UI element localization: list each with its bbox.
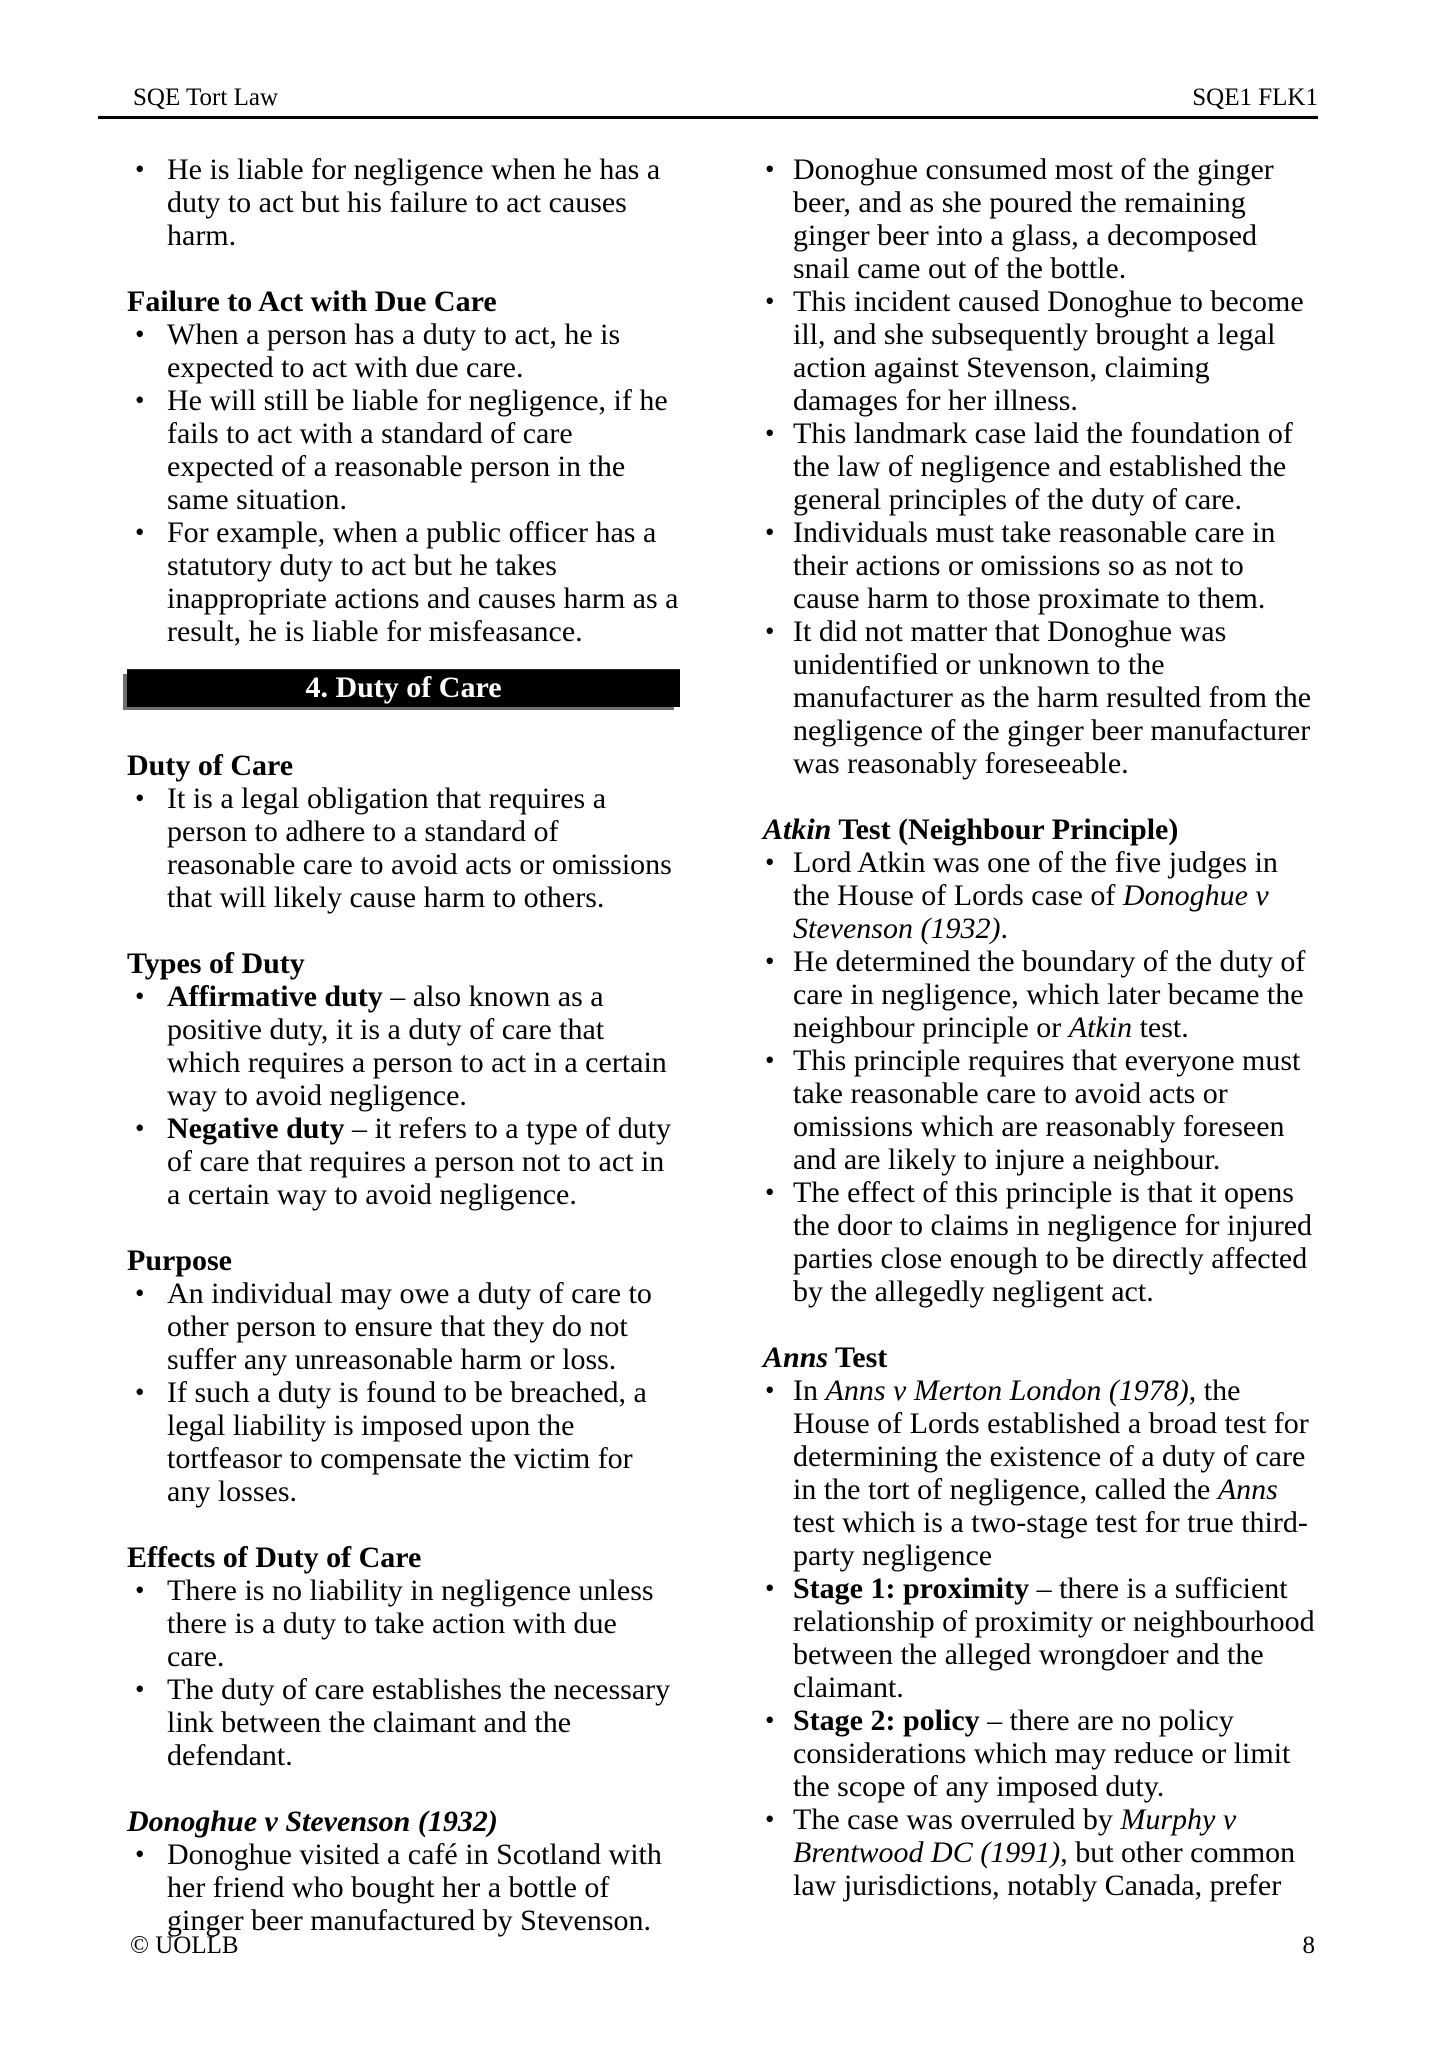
bullet-item bbox=[763, 516, 1316, 615]
bullet-icon: • bbox=[765, 1177, 775, 1207]
text-run: This principle requires that everyone must take reasonable care to avoid acts or omissions which are reasonably foreseen and are likely to injure a neighbour. bbox=[793, 1044, 1301, 1176]
text-run: – there is a sufficient relationship of proximity or neighbourhood between the alleged wrongdoer and the claimant. bbox=[793, 1572, 1315, 1704]
bullet-item bbox=[763, 153, 1316, 285]
footer-copyright: © UOLLB bbox=[130, 1932, 239, 1959]
text-run: Atkin bbox=[763, 813, 832, 846]
bullet-text bbox=[167, 1277, 652, 1376]
bullet-item bbox=[127, 1574, 680, 1673]
text-run: Individuals must take reasonable care in their actions or omissions so as not to cause harm to those proximate to them. bbox=[793, 516, 1276, 615]
bullet-text bbox=[167, 516, 678, 648]
bullet-icon: • bbox=[765, 847, 775, 877]
bullet-list bbox=[127, 782, 680, 914]
bullet-item bbox=[127, 782, 680, 914]
bullet-list bbox=[127, 318, 680, 648]
bullet-text bbox=[167, 980, 667, 1112]
text-run: In bbox=[793, 1374, 826, 1407]
section-heading bbox=[763, 813, 1316, 846]
bullet-icon: • bbox=[135, 981, 145, 1011]
text-run: For example, when a public officer has a statutory duty to act but he takes inappropriate actions and causes harm as a result, he is liable for misfeasance. bbox=[167, 516, 679, 648]
bullet-text bbox=[167, 1112, 671, 1211]
bullet-text bbox=[793, 1572, 1315, 1704]
bullet-icon: • bbox=[135, 1839, 145, 1869]
text-run: , the House of Lords established a broad test for determining the existence of a duty of care in the tort of negligence, called the bbox=[793, 1374, 1309, 1506]
bullet-text bbox=[167, 153, 660, 252]
bullet-icon: • bbox=[135, 1113, 145, 1143]
bullet-list bbox=[127, 1277, 680, 1508]
text-run: Test bbox=[828, 1341, 888, 1374]
section-heading bbox=[127, 1244, 680, 1277]
bullet-icon: • bbox=[135, 783, 145, 813]
bullet-text bbox=[167, 1673, 670, 1772]
text-run: Donoghue v Stevenson (1932) bbox=[127, 1805, 498, 1838]
text-run: It is a legal obligation that requires a person to adhere to a standard of reasonable care to avoid acts or omissions that will likely cause harm to others. bbox=[167, 782, 672, 914]
text-run: Donoghue visited a café in Scotland with her friend who bought her a bottle of ginger beer manufactured by Stevenson. bbox=[167, 1838, 662, 1937]
bullet-icon: • bbox=[765, 1705, 775, 1735]
text-run: The duty of care establishes the necessary link between the claimant and the defendant. bbox=[167, 1673, 671, 1772]
section-heading bbox=[127, 1805, 680, 1838]
text-run: Stage 2: policy bbox=[793, 1704, 980, 1737]
bullet-text bbox=[167, 1838, 662, 1937]
bullet-item bbox=[763, 945, 1316, 1044]
bullet-icon: • bbox=[765, 616, 775, 646]
bullet-text bbox=[793, 1704, 1290, 1803]
bullet-icon: • bbox=[765, 154, 775, 184]
bullet-icon: • bbox=[765, 1573, 775, 1603]
bullet-item bbox=[127, 980, 680, 1112]
left-column bbox=[127, 153, 680, 1937]
text-run: This landmark case laid the foundation of the law of negligence and established the general principles of the duty of care. bbox=[793, 417, 1293, 516]
bullet-list bbox=[763, 846, 1316, 1308]
bullet-text bbox=[167, 384, 668, 516]
text-run: If such a duty is found to be breached, a legal liability is imposed upon the tortfeasor to compensate the victim for any losses. bbox=[167, 1376, 647, 1508]
text-run: An individual may owe a duty of care to other person to ensure that they do not suffer any unreasonable harm or loss. bbox=[167, 1277, 652, 1376]
bullet-icon: • bbox=[135, 1575, 145, 1605]
bullet-item bbox=[127, 153, 680, 252]
bullet-icon: • bbox=[135, 1278, 145, 1308]
text-run: He is liable for negligence when he has a duty to act but his failure to act causes harm. bbox=[167, 153, 661, 252]
bullet-item bbox=[127, 516, 680, 648]
section-heading bbox=[127, 1541, 680, 1574]
text-run: – also known as a positive duty, it is a duty of care that which requires a person to act in a certain way to avoid negligence. bbox=[167, 980, 667, 1112]
text-run: – it refers to a type of duty of care that requires a person not to act in a certain way to avoid negligence. bbox=[167, 1112, 672, 1211]
text-run: Anns bbox=[1217, 1473, 1278, 1506]
bullet-text bbox=[167, 318, 620, 384]
bullet-text bbox=[793, 1803, 1295, 1902]
bullet-item bbox=[763, 1374, 1316, 1572]
bullet-list bbox=[763, 153, 1316, 780]
text-run: The effect of this principle is that it opens the door to claims in negligence for injured parties close enough to be directly affected by the allegedly negligent act. bbox=[793, 1176, 1313, 1308]
bullet-item bbox=[127, 1673, 680, 1772]
bullet-icon: • bbox=[765, 286, 775, 316]
bullet-list bbox=[127, 1574, 680, 1772]
text-run: Test (Neighbour Principle) bbox=[831, 813, 1179, 846]
bullet-item bbox=[763, 417, 1316, 516]
bullet-item bbox=[763, 615, 1316, 780]
text-run: The case was overruled by bbox=[793, 1803, 1121, 1836]
bullet-icon: • bbox=[765, 418, 775, 448]
bullet-icon: • bbox=[135, 154, 145, 184]
page-header bbox=[133, 83, 1318, 113]
text-run: Failure to Act with Due Care bbox=[127, 285, 497, 318]
bullet-icon: • bbox=[765, 1804, 775, 1834]
text-run: Lord Atkin was one of the five judges in the House of Lords case of bbox=[793, 846, 1278, 912]
text-run: Duty of Care bbox=[127, 749, 294, 782]
bullet-text bbox=[793, 417, 1293, 516]
bullet-item bbox=[763, 1803, 1316, 1902]
text-run: When a person has a duty to act, he is expected to act with due care. bbox=[167, 318, 621, 384]
text-run: test which is a two-stage test for true third-party negligence bbox=[793, 1506, 1308, 1572]
text-run: Effects of Duty of Care bbox=[127, 1541, 422, 1574]
bullet-icon: • bbox=[135, 1377, 145, 1407]
text-run: – there are no policy considerations which may reduce or limit the scope of any imposed duty. bbox=[793, 1704, 1291, 1803]
section-heading bbox=[127, 285, 680, 318]
bullet-icon: • bbox=[765, 1045, 775, 1075]
bullet-item bbox=[763, 1176, 1316, 1308]
bullet-text bbox=[793, 516, 1275, 615]
text-run: There is no liability in negligence unless there is a duty to take action with due care. bbox=[167, 1574, 654, 1673]
content-columns bbox=[127, 153, 1316, 1937]
bullet-icon: • bbox=[135, 1674, 145, 1704]
bullet-text bbox=[793, 1374, 1309, 1572]
text-run: Anns bbox=[763, 1341, 829, 1374]
bullet-icon: • bbox=[135, 517, 145, 547]
text-run: Negative duty bbox=[167, 1112, 345, 1145]
text-run: , but other common law jurisdictions, notably Canada, prefer bbox=[793, 1836, 1296, 1902]
page-footer bbox=[130, 1931, 1315, 1961]
text-run: It did not matter that Donoghue was unidentified or unknown to the manufacturer as the harm resulted from the negligence of the ginger beer manufacturer was reasonably foreseeable. bbox=[793, 615, 1312, 780]
bullet-text bbox=[167, 782, 672, 914]
bullet-list bbox=[763, 1374, 1316, 1902]
bullet-item bbox=[763, 846, 1316, 945]
text-run: Stage 1: proximity bbox=[793, 1572, 1030, 1605]
section-heading bbox=[763, 1341, 1316, 1374]
bullet-list bbox=[127, 1838, 680, 1937]
bullet-text bbox=[793, 846, 1278, 945]
right-column bbox=[763, 153, 1316, 1937]
bullet-text bbox=[793, 1176, 1312, 1308]
bullet-item bbox=[763, 285, 1316, 417]
header-module-code: SQE1 FLK1 bbox=[1192, 84, 1318, 111]
bullet-list bbox=[127, 980, 680, 1211]
text-run: Purpose bbox=[127, 1244, 232, 1277]
bullet-text bbox=[793, 153, 1274, 285]
text-run: Types of Duty bbox=[127, 947, 305, 980]
bullet-icon: • bbox=[135, 385, 145, 415]
bullet-item bbox=[763, 1044, 1316, 1176]
bullet-icon: • bbox=[765, 946, 775, 976]
section-heading bbox=[127, 749, 680, 782]
footer-page-number: 8 bbox=[1302, 1932, 1315, 1959]
text-run: He will still be liable for negligence, if he fails to act with a standard of care expected of a reasonable person in the same situation. bbox=[167, 384, 668, 516]
bullet-list bbox=[127, 153, 680, 252]
text-run: Murphy v Brentwood DC (1991) bbox=[793, 1803, 1237, 1869]
bullet-item bbox=[127, 1112, 680, 1211]
bullet-text bbox=[167, 1574, 654, 1673]
bullet-text bbox=[793, 615, 1311, 780]
bullet-item bbox=[763, 1704, 1316, 1803]
bullet-icon: • bbox=[135, 319, 145, 349]
text-run: . bbox=[1000, 912, 1008, 945]
bullet-item bbox=[127, 384, 680, 516]
bullet-item bbox=[127, 1376, 680, 1508]
bullet-item bbox=[127, 318, 680, 384]
text-run: Anns v Merton London (1978) bbox=[825, 1374, 1189, 1407]
bullet-text bbox=[793, 945, 1305, 1044]
bullet-icon: • bbox=[765, 517, 775, 547]
bullet-text bbox=[167, 1376, 647, 1508]
text-run: Donoghue v Stevenson (1932) bbox=[793, 879, 1269, 945]
section-banner-label: 4. Duty of Care bbox=[305, 671, 502, 704]
text-run: test. bbox=[1132, 1011, 1189, 1044]
text-run: Donoghue consumed most of the ginger beer, and as she poured the remaining ginger beer into a glass, a decomposed snail came out of the bottle. bbox=[793, 153, 1274, 285]
section-heading bbox=[127, 947, 680, 980]
header-rule bbox=[98, 116, 1318, 119]
header-document-title: SQE Tort Law bbox=[133, 84, 278, 111]
bullet-item bbox=[763, 1572, 1316, 1704]
bullet-text bbox=[793, 1044, 1300, 1176]
section-banner bbox=[127, 669, 680, 707]
bullet-item bbox=[127, 1838, 680, 1937]
text-run: This incident caused Donoghue to become ill, and she subsequently brought a legal action against Stevenson, claiming damages for her illness. bbox=[793, 285, 1304, 417]
text-run: Atkin bbox=[1068, 1011, 1133, 1044]
text-run: He determined the boundary of the duty of care in negligence, which later became the neighbour principle or bbox=[793, 945, 1306, 1044]
text-run: Affirmative duty bbox=[167, 980, 383, 1013]
bullet-icon: • bbox=[765, 1375, 775, 1405]
bullet-item bbox=[127, 1277, 680, 1376]
bullet-text bbox=[793, 285, 1304, 417]
